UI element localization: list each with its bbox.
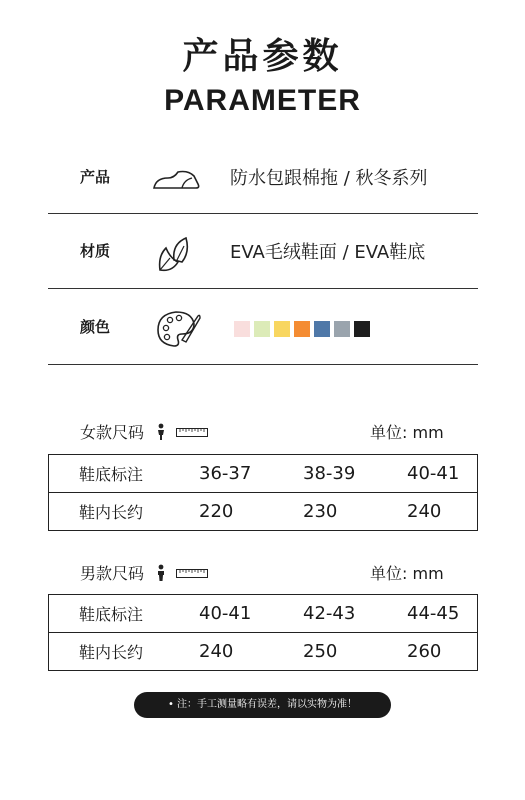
men-size-title: 男款尺码 (80, 564, 145, 583)
color-swatch (334, 321, 350, 337)
ruler-icon (176, 567, 208, 579)
param-row-colors (48, 292, 478, 366)
table-row (49, 455, 478, 493)
table-cell: 250 (293, 633, 397, 671)
ruler-icon (176, 426, 208, 438)
men-size-table (48, 594, 478, 671)
man-icon (155, 564, 167, 582)
divider (48, 288, 478, 289)
table-cell: 44-45 (397, 595, 478, 633)
table-cell: 40-41 (397, 455, 478, 493)
row-header: 鞋底标注 (49, 455, 190, 493)
table-cell: 40-41 (189, 595, 293, 633)
param-label: 颜色 (80, 318, 111, 336)
palette-icon (152, 306, 204, 350)
women-unit: 单位: mm (370, 423, 444, 442)
table-cell: 36-37 (189, 455, 293, 493)
table-cell: 42-43 (293, 595, 397, 633)
row-header: 鞋底标注 (49, 595, 190, 633)
color-swatch (294, 321, 310, 337)
woman-icon (155, 423, 167, 441)
slipper-icon (152, 156, 204, 200)
param-value: 防水包跟棉拖 / 秋冬系列 (230, 168, 428, 189)
row-header: 鞋内长约 (49, 633, 190, 671)
men-size-heading (80, 561, 208, 584)
param-label: 产品 (80, 168, 111, 186)
table-row (49, 493, 478, 531)
men-unit: 单位: mm (370, 564, 444, 583)
row-header: 鞋内长约 (49, 493, 190, 531)
divider (48, 213, 478, 214)
leaf-icon (152, 230, 204, 274)
param-row-material (48, 216, 478, 290)
page-subtitle: PARAMETER (164, 84, 361, 117)
table-cell: 260 (397, 633, 478, 671)
table-cell: 220 (189, 493, 293, 531)
color-swatches (234, 321, 370, 337)
color-swatch (254, 321, 270, 337)
color-swatch (274, 321, 290, 337)
param-row-product (48, 142, 478, 216)
measurement-note: • 注：手工测量略有误差，请以实物为准！ (134, 692, 391, 718)
color-swatch (234, 321, 250, 337)
women-size-title: 女款尺码 (80, 423, 145, 442)
women-size-table (48, 454, 478, 531)
divider (48, 364, 478, 365)
table-cell: 230 (293, 493, 397, 531)
param-label: 材质 (80, 242, 111, 260)
table-cell: 240 (397, 493, 478, 531)
page-title: 产品参数 (182, 36, 343, 77)
table-row (49, 633, 478, 671)
table-cell: 240 (189, 633, 293, 671)
color-swatch (354, 321, 370, 337)
color-swatch (314, 321, 330, 337)
table-cell: 38-39 (293, 455, 397, 493)
table-row (49, 595, 478, 633)
women-size-heading (80, 420, 208, 443)
param-value: EVA毛绒鞋面 / EVA鞋底 (230, 242, 426, 263)
